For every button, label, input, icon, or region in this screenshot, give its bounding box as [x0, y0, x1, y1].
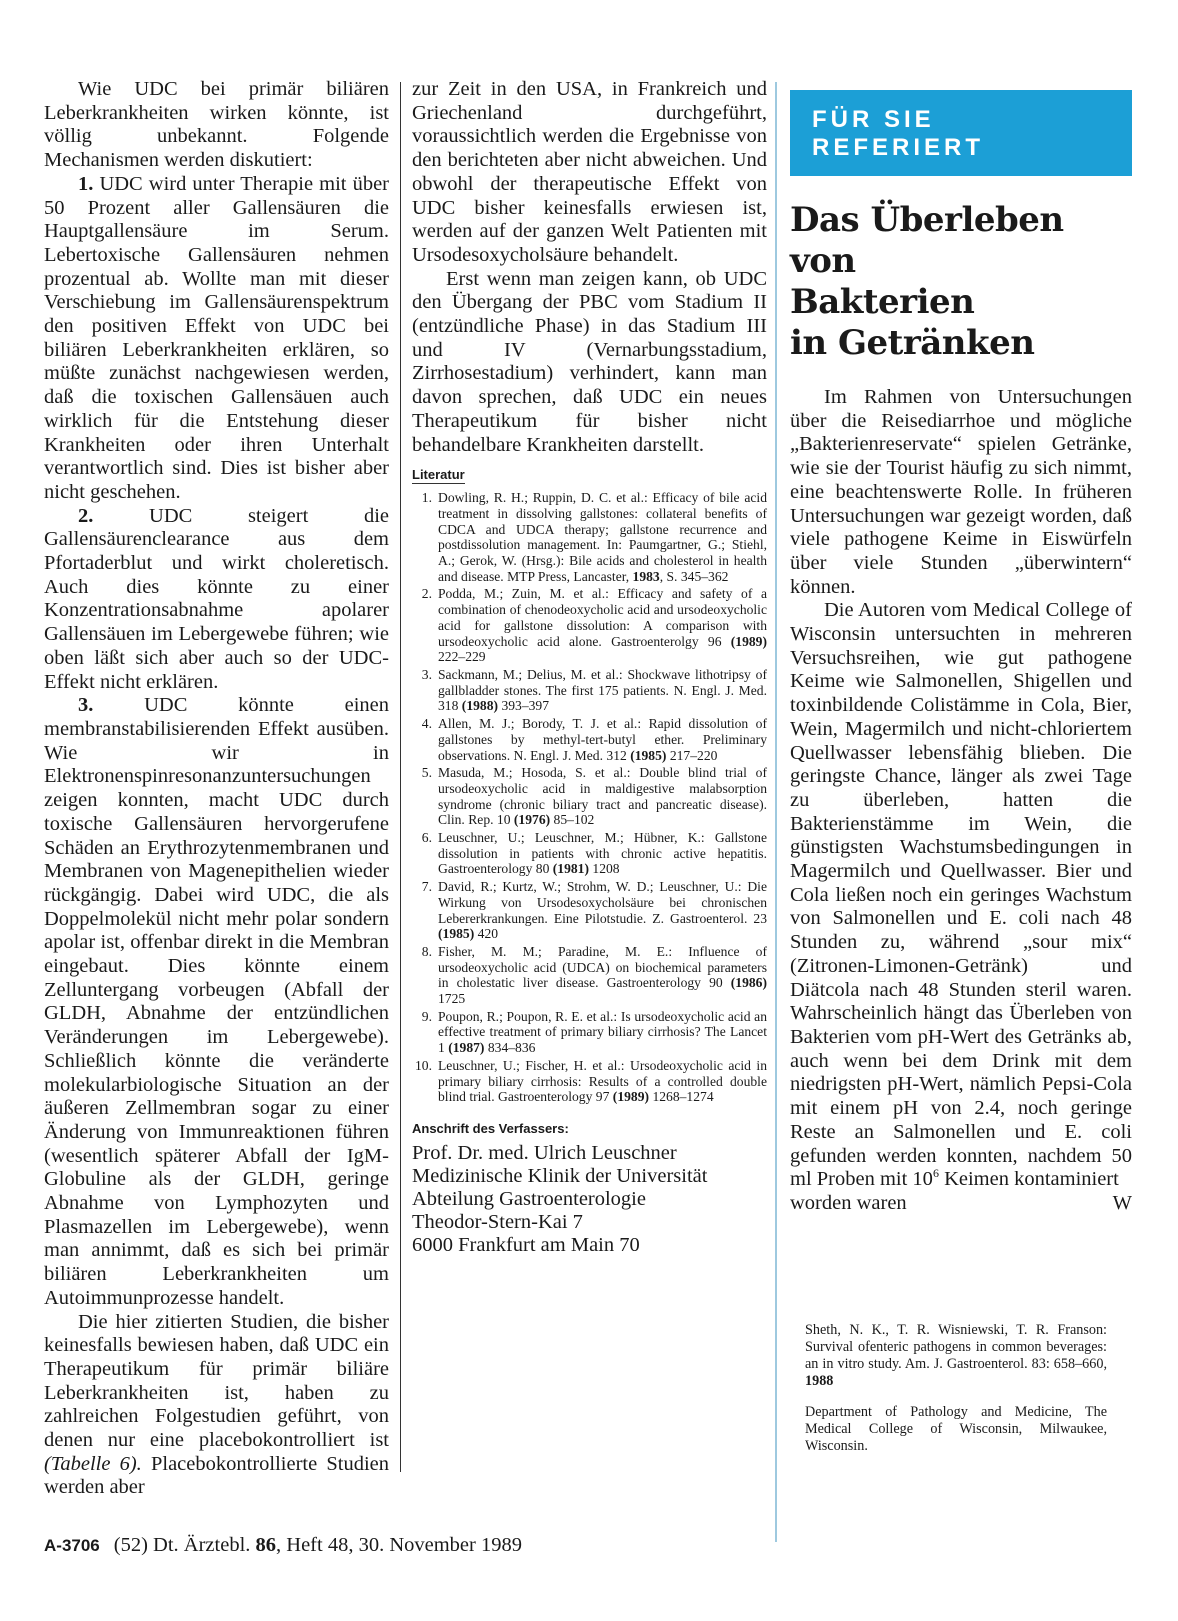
closing-line: worden waren W [790, 1191, 1132, 1214]
reference-item: 3. Sackmann, M.; Delius, M. et al.: Shockwave lithotripsy of gallbladder stones. The first 175 patients. N. Engl. J. Med. 318 (1988) 393–397 [421, 666, 767, 714]
column-divider [400, 82, 401, 1472]
reference-item: 7. David, R.; Kurtz, W.; Strohm, W. D.; Leuschner, U.: Die Wirkung von Ursodesoxycholsäure bei chronischen Lebererkrankungen. Eine Pilotstudie. Z. Gastroenterol. 23 (1985) 420 [421, 879, 767, 942]
paragraph: 2. UDC steigert die Gallensäurenclearance aus dem Pfortaderblut und wirkt choleretisch. Auch dies könnte zu einer Konzentrationsabnahme apolarer Gallensäuen im Lebergewebe führen; wie oben läßt sich aber auch so der UDC-Effekt nicht erklären. [44, 504, 389, 693]
page-code: A-3706 [44, 1536, 100, 1555]
paragraph: Erst wenn man zeigen kann, ob UDC den Übergang der PBC vom Stadium II (entzündliche Phase) in das Stadium III und IV (Vernarbungsstadium, Zirrhosestadium) verhindert, kann man davon sprechen, daß UDC ein neues Therapeutikum für bisher nicht behandelbare Krankheiten darstellt. [412, 267, 767, 456]
reference-item: 9. Poupon, R.; Poupon, R. E. et al.: Is ursodeoxycholic acid an effective treatment of primary biliary cirrhosis? The Lancet 1 (1987) 834–836 [421, 1008, 767, 1056]
source-citation [805, 1322, 1107, 1455]
references-heading: Literatur [412, 467, 465, 483]
article-headline: Das Überleben von Bakterien in Getränken [790, 200, 1064, 363]
reference-item: 1. Dowling, R. H.; Ruppin, D. C. et al.: Efficacy of bile acid treatment in dissolving gallstones: collateral benefits of CDCA and UDCA therapy; gallstone recurrence and postdissolution management. In: Paumgartner, G.; Stiehl, A.; Gerok, W. (Hrsg.): Bile acids and cholesterol in health and disease. MTP Press, Lancaster, 1983, S. 345–362 [421, 490, 767, 584]
citation-text: Sheth, N. K., T. R. Wisniewski, T. R. Franson: Survival ofenteric pathogens in common beverages: an in vitro study. Am. J. Gastroenterol. 83: 658–660, 1988 [805, 1322, 1107, 1389]
column-divider-accent [775, 82, 777, 1542]
reference-item: 4. Allen, M. J.; Borody, T. J. et al.: Rapid dissolution of gallstones by methyl-tert-butyl ether. Preliminary observations. N. Engl. J. Med. 312 (1985) 217–220 [421, 716, 767, 763]
paragraph: Die Autoren vom Medical College of Wisconsin untersuchten in mehreren Versuchsreihen, wie gut pathogene Keime wie Salmonellen, Shigellen und toxinbildende Colistämme in Cola, Bier, Wein, Magermilch und nicht-chloriertem Quellwasser lebensfähig blieben. Die geringste Chance, länger als zwei Tage zu überleben, hatten die Bakterienstämme im Wein, die günstigsten Wachstumsbedingungen in Magermilch und Quellwasser. Bier und Cola ließen noch ein geringes Wachstum von Salmonellen und E. coli nach 48 Stunden zu, während „sour mix“ (Zitronen-Limonen-Getränk) und Diätcola nach 48 Stunden steril waren. Wahrscheinlich hängt das Überleben von Bakterien vom pH-Wert des Getränks ab, auch wenn bei dem Drink mit dem niedrigsten pH-Wert, nämlich Pepsi-Cola mit einem pH von 2.4, noch geringe Reste an Salmonellen und E. coli gefunden werden konnten, nachdem 50 ml Proben mit $10^6$ Keimen kontaminiert [790, 599, 1132, 1191]
reference-item: 6. Leuschner, U.; Leuschner, M.; Hübner, K.: Gallstone dissolution in patients with chronic active hepatitis. Gastroenterology 80 (1981) 1208 [421, 830, 767, 877]
author-signature: W [1112, 1191, 1132, 1214]
paragraph: 3. UDC könnte einen membranstabilisierenden Effekt ausüben. Wie wir in Elektronenspinresonanzuntersuchungen zeigen konnten, macht UDC durch toxische Gallensäuren hervorgerufene Schäden an Erythrozytenmembranen und Membranen von Magenepithelien wieder rückgängig. Dabei wird UDC, die als Doppelmolekül nicht mehr polar sondern apolar ist, offenbar direkt in die Membran eingebaut. Dies könnte einem Zelluntergang vorbeugen (Abfall der GLDH, Abnahme der entzündlichen Veränderungen im Lebergewebe). Schließlich könnte die veränderte molekularbiologische Situation an der äußeren Zellmembran sogar zu einer Änderung von Immunreaktionen führen (wesentlich späterer Abfall der IgM-Globuline als der GLDH, geringe Abnahme von Lymphozyten und Plasmazellen im Lebergewebe), wenn man annimmt, daß es sich bei primär biliären Leberkrankheiten um Autoimmunprozesse handelt. [44, 694, 389, 1309]
address-line: Theodor-Stern-Kai 7 [412, 1210, 583, 1233]
reference-item: 5. Masuda, M.; Hosoda, S. et al.: Double blind trial of ursodeoxycholic acid in maldigestive malabsorption syndrome (chronic biliary tract and pancreatic disease). Clin. Rep. 10 (1976) 85–102 [421, 765, 767, 828]
paragraph: zur Zeit in den USA, in Frankreich und Griechenland durchgeführt, voraussichtlich werden die Ergebnisse von den berichteten aber nicht abweichen. Und obwohl der therapeutische Effekt von UDC bisher keinesfalls erwiesen ist, werden auf der ganzen Welt Patienten mit Ursodesoxycholsäure behandelt. [412, 78, 767, 266]
reference-item: 10. Leuschner, U.; Fischer, H. et al.: Ursodeoxycholic acid in primary biliary cirrhosis: Results of a controlled double blind trial. Gastroenterology 97 (1989) 1268–1274 [415, 1057, 767, 1105]
address-line: Prof. Dr. med. Ulrich Leuschner [412, 1141, 677, 1164]
author-address [412, 1142, 767, 1257]
address-heading: Anschrift des Verfassers: [412, 1120, 569, 1136]
paragraph: Wie UDC bei primär biliären Leberkrankheiten wirken könnte, ist völlig unbekannt. Folgende Mechanismen werden diskutiert: [44, 78, 389, 172]
column-1 [44, 78, 389, 1500]
column-2 [412, 78, 767, 1257]
page-footer: A-3706 (52) Dt. Ärztebl. 86, Heft 48, 30. November 1989 [44, 1534, 522, 1556]
paragraph: Im Rahmen von Untersuchungen über die Reisediarrhoe und mögliche „Bakterienreservate“ spielen Getränke, wie sie der Tourist häufig zu sich nimmt, eine beachtenswerte Rolle. In früheren Untersuchungen war gezeigt worden, daß viele pathogene Keime in Eiswürfeln über viele Stunden „überwintern“ können. [790, 386, 1132, 598]
reference-item: 8. Fisher, M. M.; Paradine, M. E.: Influence of ursodeoxycholic acid (UDCA) on biochemical parameters in cholestatic liver disease. Gastroenterology 90 (1986) 1725 [421, 943, 767, 1007]
section-banner: FÜR SIE REFERIERT [790, 90, 1132, 176]
paragraph: 1. UDC wird unter Therapie mit über 50 Prozent aller Gallensäuren die Hauptgallensäure im Serum. Lebertoxische Gallensäuren nehmen prozentual ab. Wollte man mit dieser Verschiebung im Gallensäurenspektrum den positiven Effekt von UDC bei biliären Leberkrankheiten erklären, so müßte zunächst nachgewiesen werden, daß die toxischen Gallensäuen auch wirklich für die Entstehung dieser Krankheiten oder ihren Unterhalt verantwortlich sind. Dies ist bisher aber nicht geschehen. [44, 172, 389, 503]
column-3 [790, 78, 1132, 1216]
institution-text: Department of Pathology and Medicine, The Medical College of Wisconsin, Milwaukee, Wisconsin. [805, 1404, 1107, 1454]
reference-item: 2. Podda, M.; Zuin, M. et al.: Efficacy and safety of a combination of chenodeoxycholic acid and ursodeoxycholic acid for gallstone dissolution: A comparison with ursodeoxycholic acid alone. Gastroenterolgy 96 (1989) 222–229 [421, 586, 767, 665]
address-line: Medizinische Klinik der Universität [412, 1164, 708, 1187]
address-line: Abteilung Gastroenterologie [412, 1187, 646, 1210]
address-line: 6000 Frankfurt am Main 70 [412, 1233, 640, 1256]
references-list [412, 490, 767, 1105]
paragraph: Die hier zitierten Studien, die bisher keinesfalls bewiesen haben, daß UDC ein Therapeutikum für primär biliäre Leberkrankheiten ist, haben zu zahlreichen Folgestudien geführt, von denen nur eine placebokontrolliert ist (Tabelle 6). Placebokontrollierte Studien werden aber [44, 1310, 389, 1499]
